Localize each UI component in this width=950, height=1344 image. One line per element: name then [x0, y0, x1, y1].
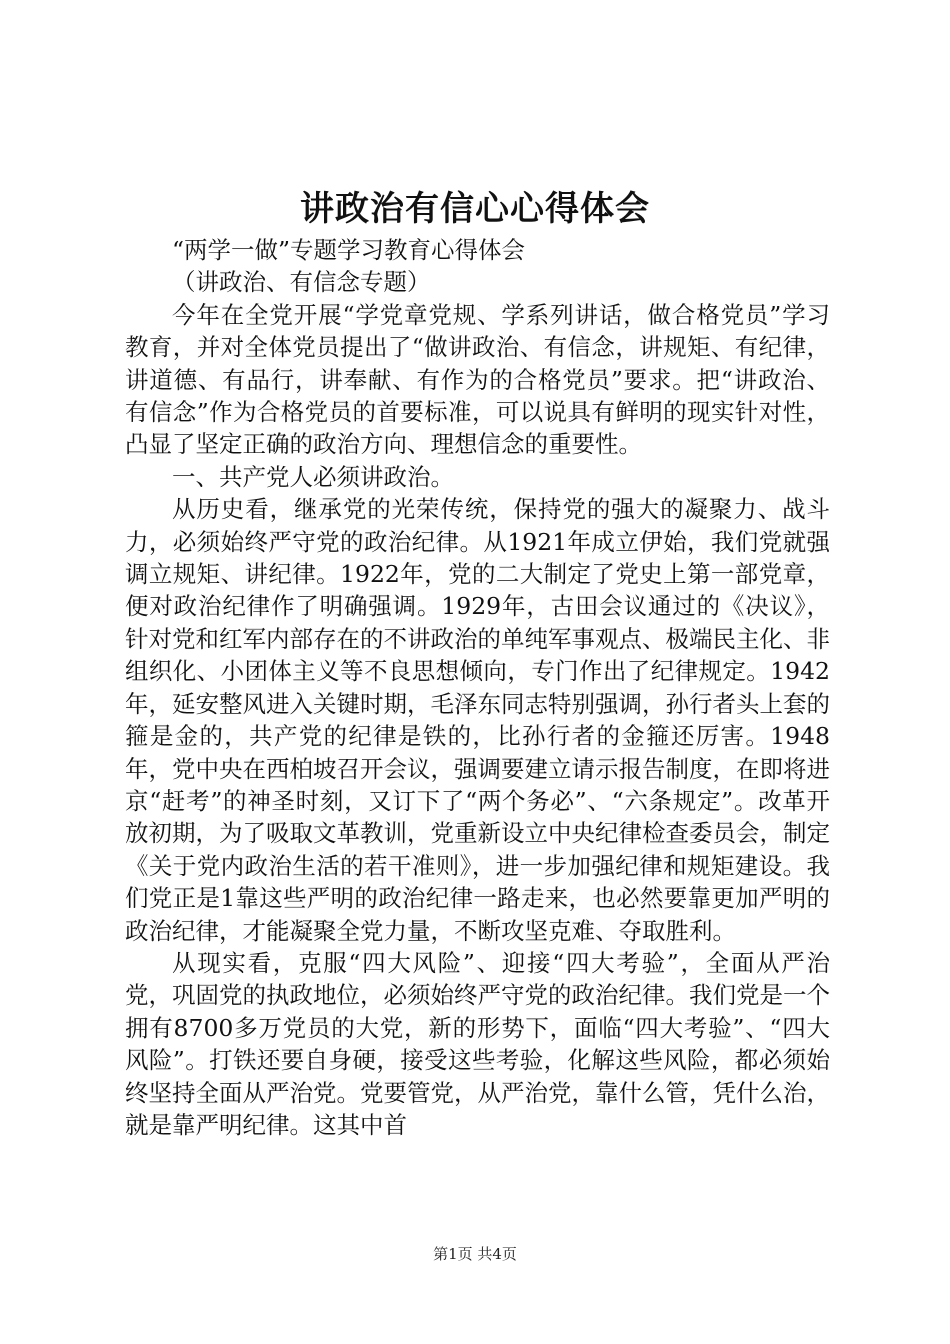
page-number: 第1页 共4页 [433, 1245, 517, 1263]
paragraph-reality: 从现实看，克服“四大风险”、迎接“四大考验”，全面从严治党，巩固党的执政地位，必须始终严守党的政治纪律。我们党是一个拥有8700多万党员的大党，新的形势下，面临“四大考验”、“四大风险”。打铁还要自身硬，接受这些考验，化解这些风险，都必须始终坚持全面从严治党。党要管党，从严治党，靠什么管，凭什么治，就是靠严明纪律。这其中首 [125, 948, 830, 1139]
subtitle: “两学一做”专题学习教育心得体会 [172, 236, 526, 264]
document-body [125, 234, 830, 1141]
document-title: 讲政治有信心心得体会 [300, 189, 650, 229]
section-heading: 一、共产党人必须讲政治。 [172, 462, 454, 491]
subtitle-topic: （讲政治、有信念专题） [172, 268, 431, 297]
paragraph-intro: 今年在全党开展“学党章党规、学系列讲话，做合格党员”学习教育，并对全体党员提出了“做讲政治、有信念，讲规矩、有纪律，讲道德、有品行，讲奉献、有作为的合格党员”要求。把“讲政治、有信念”作为合格党员的首要标准，可以说具有鲜明的现实针对性，凸显了坚定正确的政治方向、理想信念的重要性。 [125, 300, 830, 459]
paragraph-history: 从历史看，继承党的光荣传统，保持党的强大的凝聚力、战斗力，必须始终严守党的政治纪律。从1921年成立伊始，我们党就强调立规矩、讲纪律。1922年，党的二大制定了党史上第一部党章，便对政治纪律作了明确强调。1929年，古田会议通过的《决议》，针对党和红军内部存在的不讲政治的单纯军事观点、极端民主化、非组织化、小团体主义等不良思想倾向，专门作出了纪律规定。1942年，延安整风进入关键时期，毛泽东同志特别强调，孙行者头上套的箍是金的，共产党的纪律是铁的，比孙行者的金箍还厉害。1948年，党中央在西柏坡召开会议，强调要建立请示报告制度，在即将进京“赶考”的神圣时刻，又订下了“两个务必”、“六条规定”。改革开放初期，为了吸取文革教训，党重新设立中央纪律检查委员会，制定《关于党内政治生活的若干准则》，进一步加强纪律和规矩建设。我们党正是1靠这些严明的政治纪律一路走来，也必然要靠更加严明的政治纪律，才能凝聚全党力量，不断攻坚克难、夺取胜利。 [125, 495, 830, 945]
